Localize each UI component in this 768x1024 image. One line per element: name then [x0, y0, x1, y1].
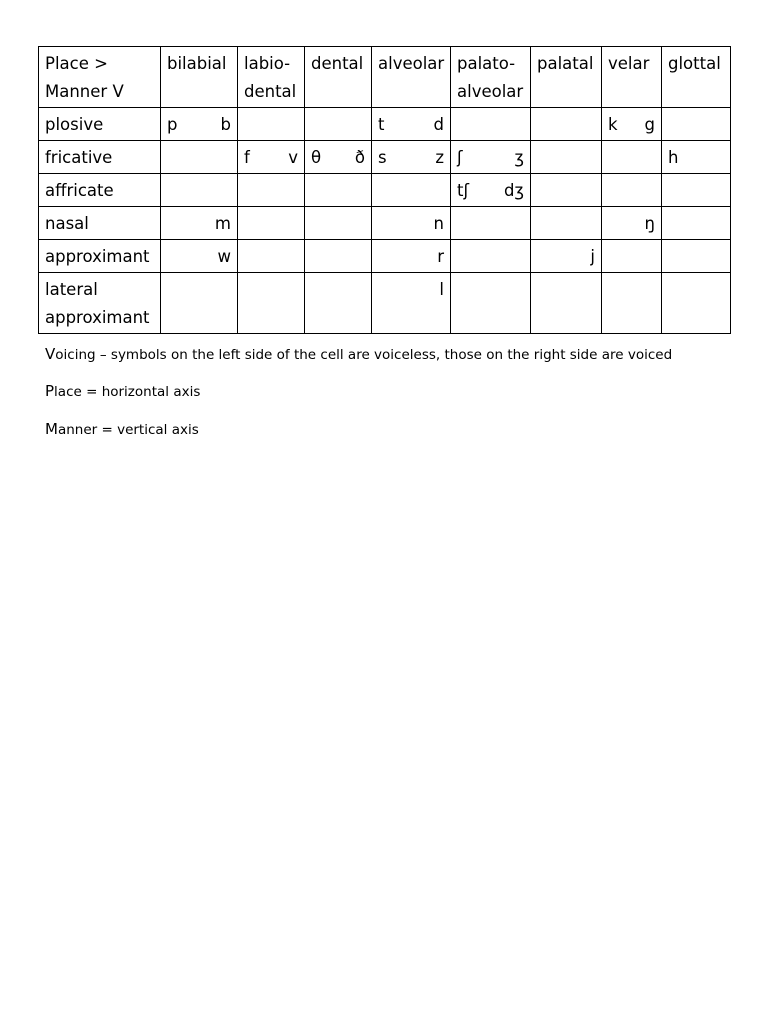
table-cell	[602, 273, 662, 334]
header-place: velar	[602, 47, 662, 108]
voiced-symbol: n	[433, 214, 444, 233]
manner-label: approximant	[39, 240, 161, 273]
table-cell	[161, 240, 238, 273]
manner-label: lateral approximant	[39, 273, 161, 334]
table-row	[39, 108, 731, 141]
place-note: Place = horizontal axis	[45, 382, 201, 400]
table-cell	[602, 141, 662, 174]
table-cell	[238, 273, 305, 334]
table-cell	[238, 240, 305, 273]
voiced-symbol: g	[644, 115, 655, 134]
table-cell	[451, 141, 531, 174]
table-cell	[602, 207, 662, 240]
table-cell	[305, 207, 372, 240]
table-cell	[161, 108, 238, 141]
table-cell	[161, 273, 238, 334]
voiceless-symbol: k	[608, 115, 618, 134]
table-cell	[531, 273, 602, 334]
voiceless-symbol: f	[244, 148, 250, 167]
table-row	[39, 174, 731, 207]
table-cell	[238, 174, 305, 207]
voiced-symbol: m	[214, 214, 231, 233]
table-cell	[451, 273, 531, 334]
voiceless-symbol: tʃ	[457, 181, 470, 200]
manner-note: Manner = vertical axis	[45, 420, 199, 438]
table-cell	[602, 240, 662, 273]
header-place: dental	[305, 47, 372, 108]
header-place: labio- dental	[238, 47, 305, 108]
table-cell	[451, 174, 531, 207]
voiced-symbol: v	[288, 148, 298, 167]
voiced-symbol: ŋ	[644, 214, 655, 233]
voiceless-symbol: p	[167, 115, 178, 134]
manner-label: fricative	[39, 141, 161, 174]
voiced-symbol: l	[439, 280, 444, 299]
voiced-symbol: z	[435, 148, 444, 167]
consonant-chart-table	[38, 46, 731, 334]
voiced-symbol: b	[220, 115, 231, 134]
voiced-symbol: ʒ	[514, 148, 524, 167]
table-cell	[161, 174, 238, 207]
table-cell	[531, 207, 602, 240]
table-cell	[238, 207, 305, 240]
voicing-note: Voicing – symbols on the left side of the cell are voiceless, those on the right side are voiced	[45, 345, 673, 363]
voiced-symbol: d	[433, 115, 444, 134]
table-cell	[372, 207, 451, 240]
table-cell	[238, 141, 305, 174]
table-cell	[662, 207, 731, 240]
header-place: alveolar	[372, 47, 451, 108]
table-cell	[161, 141, 238, 174]
manner-label: plosive	[39, 108, 161, 141]
header-place: palato- alveolar	[451, 47, 531, 108]
table-cell	[531, 141, 602, 174]
table-cell	[305, 240, 372, 273]
table-cell	[372, 108, 451, 141]
table-cell	[662, 273, 731, 334]
table-cell	[602, 174, 662, 207]
table-cell	[305, 174, 372, 207]
table-row	[39, 141, 731, 174]
header-place: glottal	[662, 47, 731, 108]
table-cell	[372, 141, 451, 174]
table-row	[39, 240, 731, 273]
table-cell	[451, 207, 531, 240]
table-cell	[662, 141, 731, 174]
header-place: palatal	[531, 47, 602, 108]
manner-label: nasal	[39, 207, 161, 240]
manner-label: affricate	[39, 174, 161, 207]
voiced-symbol: j	[590, 247, 595, 266]
voiced-symbol: ð	[354, 148, 365, 167]
table-cell	[305, 273, 372, 334]
table-cell	[451, 108, 531, 141]
table-cell	[602, 108, 662, 141]
table-cell	[531, 108, 602, 141]
table-cell	[372, 240, 451, 273]
table-cell	[662, 174, 731, 207]
table-cell	[531, 174, 602, 207]
voiceless-symbol: ʃ	[457, 148, 463, 167]
table-cell	[372, 174, 451, 207]
table-cell	[451, 240, 531, 273]
voiceless-symbol: h	[668, 148, 679, 167]
voiceless-symbol: s	[378, 148, 387, 167]
header-corner: Place > Manner V	[39, 47, 161, 108]
voiced-symbol: w	[217, 247, 231, 266]
table-row	[39, 273, 731, 334]
table-header-row	[39, 47, 731, 108]
voiceless-symbol: θ	[311, 148, 322, 167]
table-cell	[372, 273, 451, 334]
table-cell	[662, 240, 731, 273]
table-cell	[531, 240, 602, 273]
voiceless-symbol: t	[378, 115, 385, 134]
table-row	[39, 207, 731, 240]
voiced-symbol: r	[437, 247, 444, 266]
table-cell	[305, 141, 372, 174]
voiced-symbol: dʒ	[503, 181, 524, 200]
header-place: bilabial	[161, 47, 238, 108]
table-cell	[238, 108, 305, 141]
table-cell	[662, 108, 731, 141]
table-cell	[305, 108, 372, 141]
table-cell	[161, 207, 238, 240]
